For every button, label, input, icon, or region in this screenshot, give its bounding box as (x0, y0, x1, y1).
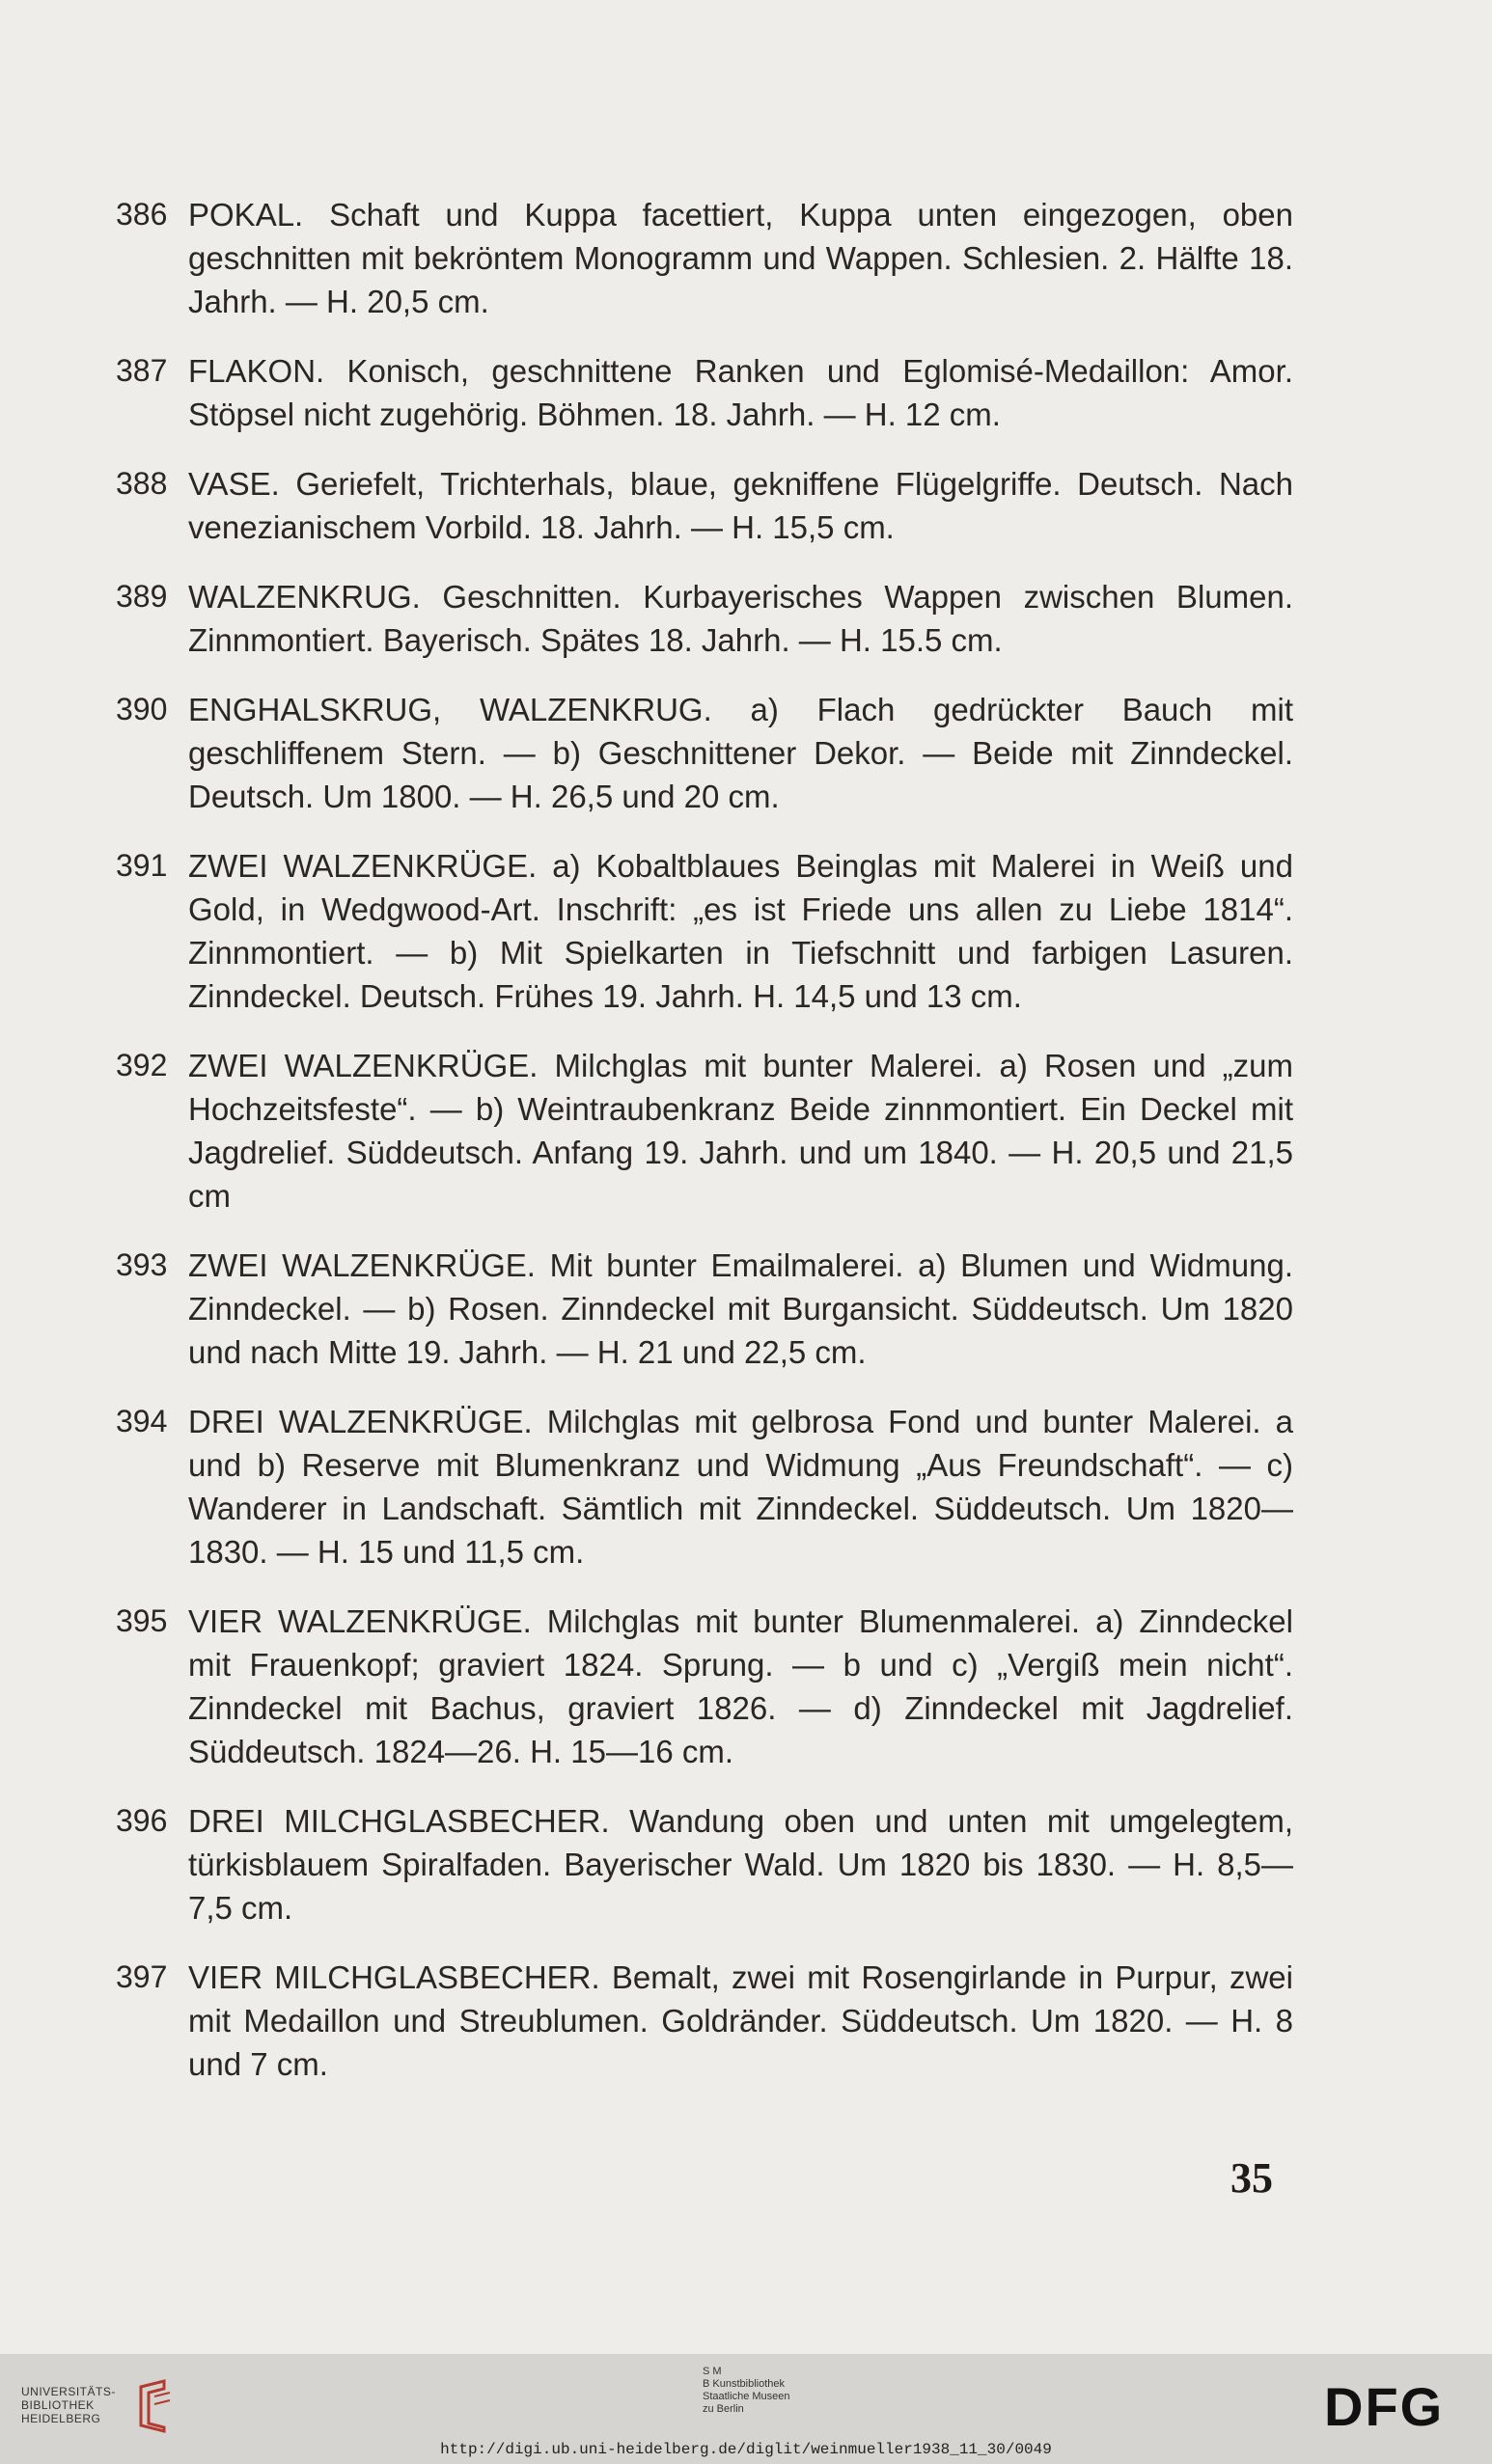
entry-text: VASE. Geriefelt, Trichterhals, blaue, gekniffene Flügelgriffe. Deutsch. Nach venezianischem Vorbild. 18. Jahrh. — H. 15,5 cm. (188, 466, 1293, 545)
entry-text: VIER WALZENKRÜGE. Milchglas mit bunter Blumenmalerei. a) Zinndeckel mit Frauenkopf; graviert 1824. Sprung. — b und c) „Vergiß mein nicht“. Zinndeckel mit Bachus, graviert 1826. — d) Zinndeckel mit Jagdrelief. Süddeutsch. 1824—26. H. 15—16 cm. (188, 1603, 1293, 1769)
catalog-entries (116, 193, 1293, 2112)
university-crest-icon (135, 2379, 178, 2433)
catalog-entry-393 (116, 1244, 1293, 1374)
entry-number: 394 (116, 1404, 168, 1438)
entry-number: 388 (116, 466, 168, 501)
catalog-entry-386 (116, 193, 1293, 323)
entry-number: 390 (116, 692, 168, 726)
logo-line: B Kunstbibliothek (703, 2378, 785, 2390)
logo-line: Staatliche Museen (703, 2391, 790, 2402)
page-number: 35 (1230, 2154, 1273, 2202)
entry-text: ENGHALSKRUG, WALZENKRUG. a) Flach gedrückter Bauch mit geschliffenem Stern. — b) Geschnittener Dekor. — Beide mit Zinndeckel. Deutsch. Um 1800. — H. 26,5 und 20 cm. (188, 692, 1293, 814)
entry-number: 391 (116, 848, 168, 883)
entry-text: POKAL. Schaft und Kuppa facettiert, Kuppa unten eingezogen, oben geschnitten mit bekröntem Monogramm und Wappen. Schlesien. 2. Hälfte 18. Jahrh. — H. 20,5 cm. (188, 197, 1293, 319)
catalog-entry-397 (116, 1956, 1293, 2086)
catalog-entry-395 (116, 1600, 1293, 1773)
catalog-entry-387 (116, 349, 1293, 436)
entry-number: 386 (116, 197, 168, 232)
dfg-logo[interactable]: DFG (1324, 2376, 1445, 2437)
logo-line: BIBLIOTHEK (21, 2398, 95, 2412)
catalog-entry-388 (116, 462, 1293, 549)
entry-number: 395 (116, 1603, 168, 1638)
logo-line: UNIVERSITÄTS- (21, 2385, 116, 2398)
entry-number: 393 (116, 1247, 168, 1282)
entry-text: ZWEI WALZENKRÜGE. Milchglas mit bunter Malerei. a) Rosen und „zum Hochzeitsfeste“. — b) Weintraubenkranz Beide zinnmontiert. Ein Deckel mit Jagdrelief. Süddeutsch. Anfang 19. Jahrh. und um 1840. — H. 20,5 und 21,5 cm (188, 1048, 1293, 1214)
logo-line: HEIDELBERG (21, 2412, 101, 2425)
catalog-entry-391 (116, 844, 1293, 1018)
entry-number: 397 (116, 1959, 168, 1994)
entry-text: ZWEI WALZENKRÜGE. Mit bunter Emailmalerei. a) Blumen und Widmung. Zinndeckel. — b) Rosen. Zinndeckel mit Burgansicht. Süddeutsch. Um 1820 und nach Mitte 19. Jahrh. — H. 21 und 22,5 cm. (188, 1247, 1293, 1370)
entry-number: 396 (116, 1803, 168, 1838)
source-url-link[interactable]: http://digi.ub.uni-heidelberg.de/diglit/weinmueller1938_11_30/0049 (440, 2441, 1052, 2458)
catalog-entry-396 (116, 1799, 1293, 1930)
entry-text: WALZENKRUG. Geschnitten. Kurbayerisches Wappen zwischen Blumen. Zinnmontiert. Bayerisch. Spätes 18. Jahrh. — H. 15.5 cm. (188, 579, 1293, 658)
logo-line: zu Berlin (703, 2403, 744, 2415)
kunstbibliothek-logo[interactable] (703, 2366, 876, 2416)
catalog-entry-390 (116, 688, 1293, 818)
university-library-logo[interactable] (21, 2385, 127, 2425)
entry-text: DREI MILCHGLASBECHER. Wandung oben und unten mit umgelegtem, türkisblauem Spiralfaden. Bayerischer Wald. Um 1820 bis 1830. — H. 8,5—7,5 cm. (188, 1803, 1293, 1926)
entry-text: FLAKON. Konisch, geschnittene Ranken und Eglomisé-Medaillon: Amor. Stöpsel nicht zugehörig. Böhmen. 18. Jahrh. — H. 12 cm. (188, 353, 1293, 432)
catalog-entry-392 (116, 1044, 1293, 1218)
entry-text: VIER MILCHGLASBECHER. Bemalt, zwei mit Rosengirlande in Purpur, zwei mit Medaillon und Streublumen. Goldränder. Süddeutsch. Um 1820. — H. 8 und 7 cm. (188, 1959, 1293, 2082)
entry-number: 392 (116, 1048, 168, 1082)
catalog-entry-389 (116, 575, 1293, 662)
entry-text: ZWEI WALZENKRÜGE. a) Kobaltblaues Beinglas mit Malerei in Weiß und Gold, in Wedgwood-Art. Inschrift: „es ist Friede uns allen zu Liebe 1814“. Zinnmontiert. — b) Mit Spielkarten in Tiefschnitt und farbigen Lasuren. Zinndeckel. Deutsch. Frühes 19. Jahrh. H. 14,5 und 13 cm. (188, 848, 1293, 1014)
entry-number: 389 (116, 579, 168, 614)
catalog-entry-394 (116, 1400, 1293, 1574)
entry-text: DREI WALZENKRÜGE. Milchglas mit gelbrosa Fond und bunter Malerei. a und b) Reserve mit Blumenkranz und Widmung „Aus Freundschaft“. — c) Wanderer in Landschaft. Sämtlich mit Zinndeckel. Süddeutsch. Um 1820—1830. — H. 15 und 11,5 cm. (188, 1404, 1293, 1570)
entry-number: 387 (116, 353, 168, 388)
logo-line: S M (703, 2366, 722, 2377)
